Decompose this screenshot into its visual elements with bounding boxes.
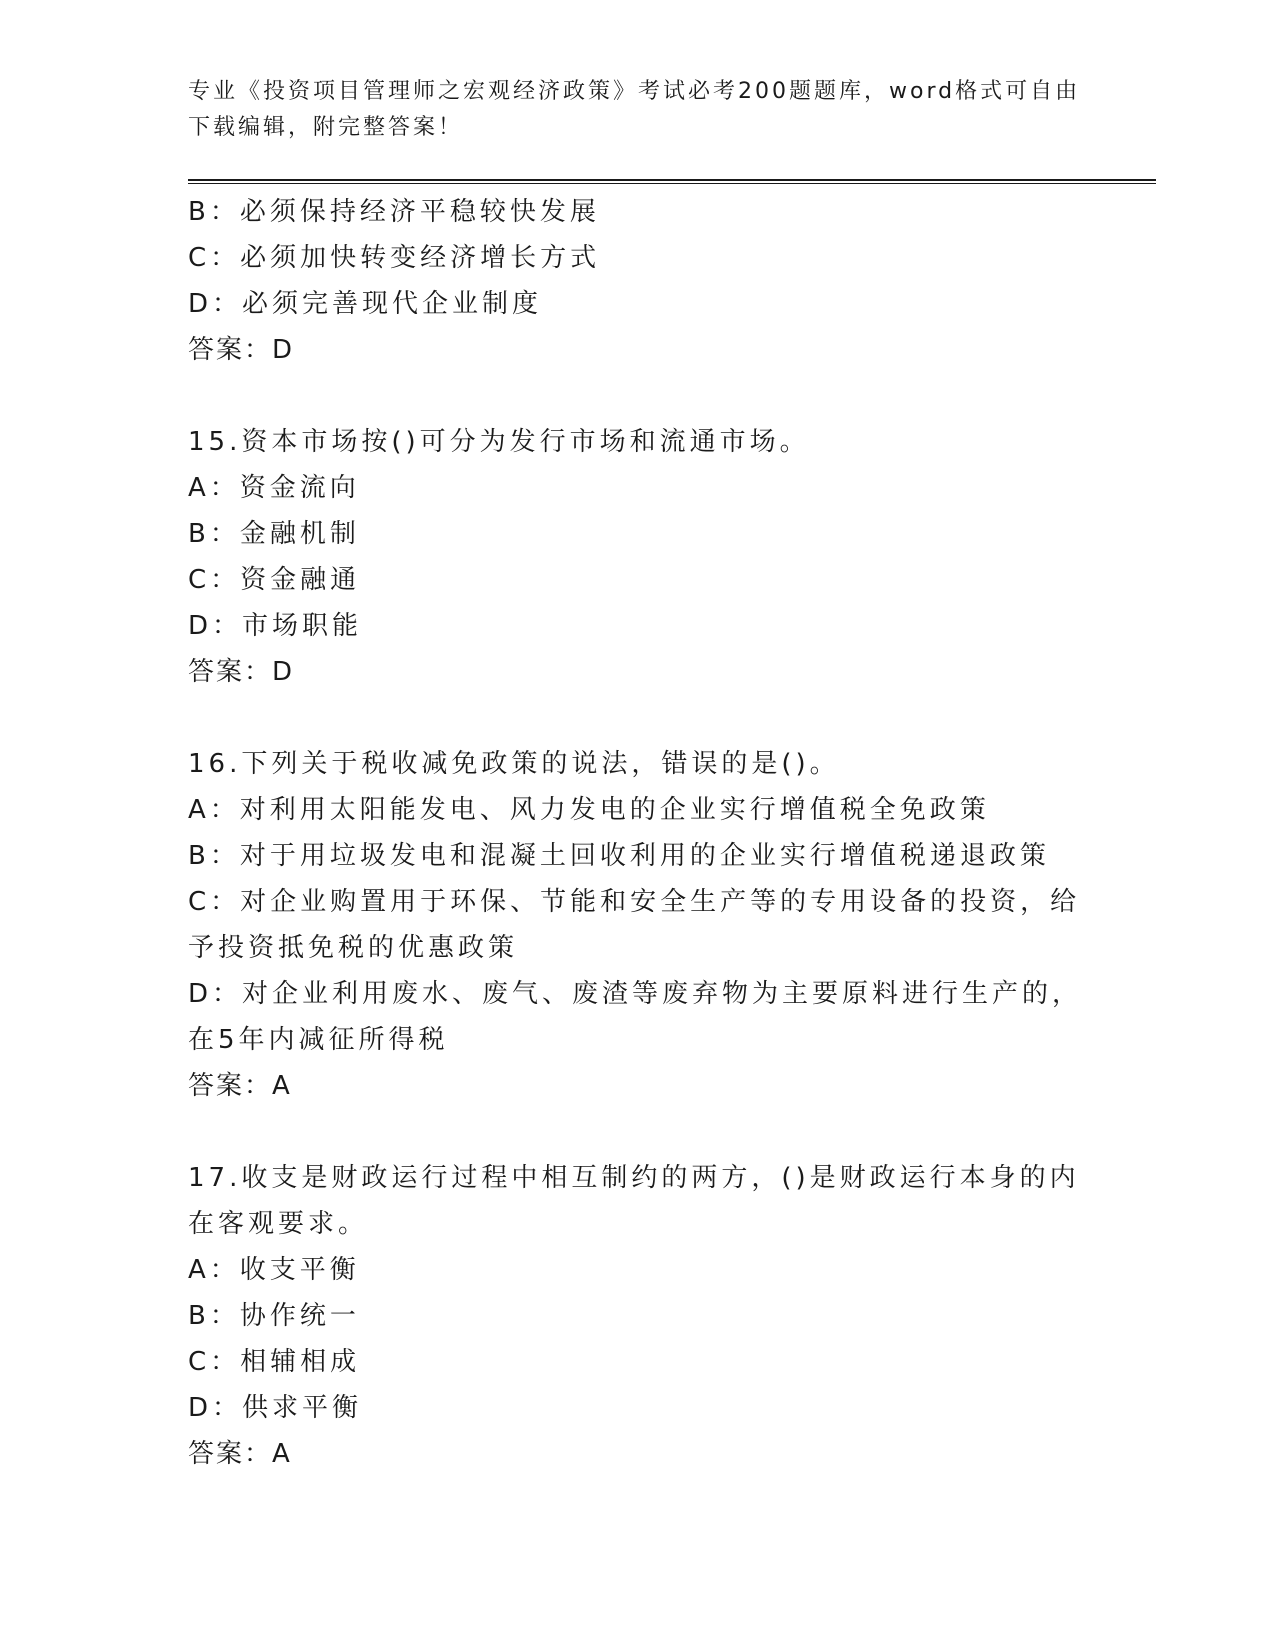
option-b: B：对于用垃圾发电和混凝土回收利用的企业实行增值税递退政策: [188, 841, 1050, 871]
option-b: B：必须保持经济平稳较快发展: [188, 197, 600, 227]
question-17: [188, 1155, 1088, 1477]
option-c: C：必须加快转变经济增长方式: [188, 243, 601, 273]
question-15: [188, 419, 1088, 695]
answer-line: 答案：A: [188, 1071, 292, 1101]
question-16: [188, 741, 1088, 1109]
option-c: C：对企业购置用于环保、节能和安全生产等的专用设备的投资，给予投资抵免税的优惠政策: [188, 887, 1081, 963]
question-14-continued: [188, 189, 1088, 373]
question-stem: 17.收支是财政运行过程中相互制约的两方，()是财政运行本身的内在客观要求。: [188, 1163, 1080, 1239]
option-d: D：市场职能: [188, 611, 363, 641]
option-a: A：收支平衡: [188, 1255, 360, 1285]
option-c: C：相辅相成: [188, 1347, 361, 1377]
question-stem: 16.下列关于税收减免政策的说法，错误的是()。: [188, 749, 840, 779]
document-intro: 专业《投资项目管理师之宏观经济政策》考试必考200题题库，word格式可自由下载编辑，附完整答案！: [188, 79, 1081, 140]
answer-line: 答案：A: [188, 1439, 292, 1469]
question-stem: 15.资本市场按()可分为发行市场和流通市场。: [188, 427, 810, 457]
answer-line: 答案：D: [188, 335, 295, 365]
question-list: [188, 189, 1088, 1523]
option-b: B：协作统一: [188, 1301, 360, 1331]
option-a: A：资金流向: [188, 473, 360, 503]
option-c: C：资金融通: [188, 565, 361, 595]
option-d: D：对企业利用废水、废气、废渣等废弃物为主要原料进行生产的，在5年内减征所得税: [188, 979, 1083, 1055]
option-d: D：供求平衡: [188, 1393, 363, 1423]
header-divider-thin: [188, 183, 1156, 184]
answer-line: 答案：D: [188, 657, 295, 687]
option-a: A：对利用太阳能发电、风力发电的企业实行增值税全免政策: [188, 795, 990, 825]
header-divider: [188, 179, 1156, 181]
option-b: B：金融机制: [188, 519, 360, 549]
option-d: D：必须完善现代企业制度: [188, 289, 543, 319]
